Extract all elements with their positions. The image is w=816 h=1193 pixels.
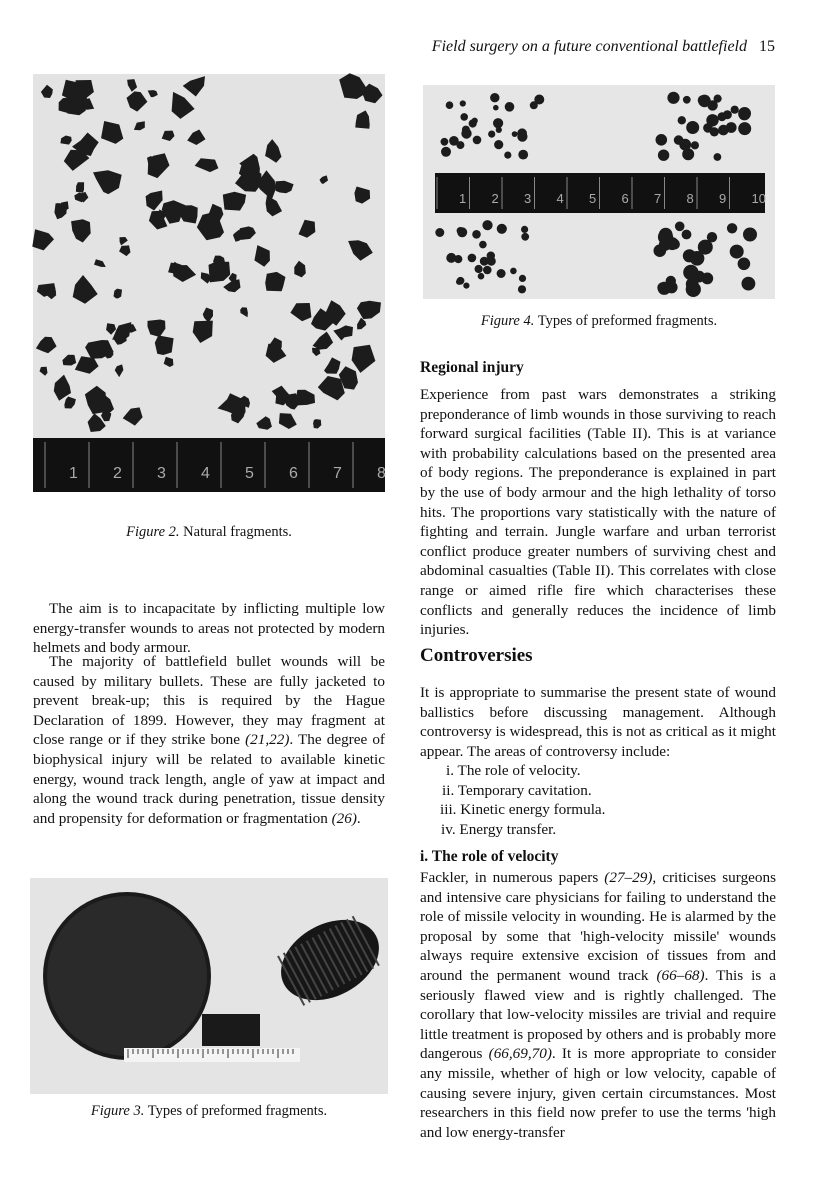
list-item: i. The role of velocity. [446,762,581,779]
citation-27-29: (27–29) [604,869,653,886]
fragment [494,140,503,149]
fragment [706,114,718,126]
velocity-text-b: , criticises surgeons and intensive care physicians for failing to understand the role of missile velocity in wounding. He is alarmed by the proposal by some that 'high-velocity missile' wounds always require extensive excision of tissues from and around the permanent wound track [420,869,776,984]
fragment [517,132,527,142]
paragraph-role-of-velocity [420,868,776,1142]
velocity-text-c: . This is a seriously flawed view and is rightly challenged. The corollary that low-velocity missiles are trivial and require little treatment is proposed by others and is probably more dangerous [420,966,776,1063]
fragment [686,121,699,134]
citation-66-69-70: (66,69,70) [488,1045,552,1063]
figure-3-label: Figure 3. [90,1103,145,1119]
fragment [743,228,757,242]
fragment [460,113,468,121]
fragment [667,92,679,104]
fragment [742,277,756,291]
fragment [678,116,686,124]
ruler-number: 3 [157,465,166,482]
heading-role-of-velocity: i. The role of velocity [420,848,559,865]
running-title: Field surgery on a future conventional battlefield [431,38,747,55]
citation-66-68: (66–68) [656,966,705,984]
fragment [435,228,444,237]
fragment [475,265,483,273]
fragment [483,266,492,275]
fragment [449,136,459,146]
controversy-list [440,761,770,839]
ruler-number: 2 [491,191,499,206]
figure-4-image [423,85,775,299]
ruler-number: 6 [289,465,298,482]
fragment [530,101,538,109]
list-item: ii. Temporary cavitation. [442,781,592,799]
fragment [441,147,451,157]
fragment [460,100,466,106]
fragment [457,277,465,285]
running-header [420,38,775,56]
fragment [512,131,518,137]
heading-regional-injury: Regional injury [420,359,524,376]
fragment [674,135,684,145]
heading-controversies: Controversies [420,645,533,666]
fragment [658,229,673,244]
fragment [497,269,506,278]
ruler-number: 1 [459,191,467,206]
ruler-number: 3 [524,191,532,206]
ruler-number: 7 [333,465,342,482]
fragment [675,222,685,232]
ruler-number: 4 [201,465,210,482]
fragment [686,278,699,291]
ruler-number: 7 [654,191,662,206]
fragment [682,230,692,240]
fragment [658,150,669,161]
fragment [738,122,751,135]
ruler-number: 9 [719,191,727,206]
ruler-number: 4 [556,191,564,206]
fragment [683,96,691,104]
fragment [468,254,477,263]
fragment [469,119,477,127]
ruler-number: 2 [113,465,122,482]
paragraph-military-bullets-a: The majority of battlefield bullet wounds will be caused by military bullets. These are fully jacketed to prevent break-up; this is required by the Hague Declaration of 1899. However, they may fragment at close range or if they strike bone [33,653,385,749]
ruler-number: 6 [621,191,629,206]
fragment [682,148,694,160]
figure-2-caption [33,524,385,541]
paragraph-aim: The aim is to incapacitate by inflicting multiple low energy-transfer wounds to areas not protected by modern helmets and body armour. [33,600,385,657]
citation-26: (26) [331,809,357,827]
figure-4-label: Figure 4. [480,313,535,329]
fragment [462,126,470,134]
fragment [707,100,717,110]
fragment [472,230,481,239]
figure-3-image [30,878,388,1094]
fragment [488,131,495,138]
fragment [486,223,492,229]
paragraph-military-bullets [33,652,385,828]
paragraph-controversies: It is appropriate to summarise the present state of wound ballistics before discussing management. Although controversy is widespread, this is not as critical as it might appear. The areas of controversy include: [420,684,776,760]
fragment [730,245,744,259]
ruler-number: 5 [245,465,254,482]
figure-4-caption-text: Types of preformed fragments. [537,313,718,329]
ruler-number: 10 [751,191,766,206]
ruler-number: 5 [589,191,597,206]
fragment [480,257,489,266]
figure-2-caption-text: Natural fragments. [183,524,292,540]
fragment [714,153,722,161]
list-item: iii. Kinetic energy formula. [440,801,606,819]
figure-3-caption-text: Types of preformed fragments. [147,1103,328,1119]
fragment [519,275,526,282]
fragment [463,283,469,289]
fragment [478,273,485,280]
fragment [454,255,462,263]
fragment [504,152,511,159]
fragment [441,138,449,146]
fragment [521,233,529,241]
fragment [738,258,751,271]
paragraph-military-bullets-b: . The degree of biophysical injury will be related to available kinetic energy, wound track length, angle of yaw at impact and along the wound track during penetration, tissue density and propensity for deformation or fragmentation [33,731,385,827]
fragment [666,276,676,286]
velocity-text-d: . It is more appropriate to consider any missile, whether of high or low velocity, capable of causing severe injury, given certain circumstances. Most researchers in this field now prefer to use the terms 'high and low energy-transfer [420,1045,777,1141]
citation-21-22: (21,22) [245,731,290,749]
paragraph-military-bullets-c: . [356,809,361,827]
fragment [490,93,499,102]
fragment [718,125,729,136]
fragment [656,134,668,146]
page-number: 15 [759,38,775,55]
fragment [497,224,507,234]
fragment [691,141,699,149]
velocity-text-a: Fackler, in numerous papers [420,869,605,886]
figure-3-caption [30,1103,388,1120]
fragment [505,102,515,112]
ruler-number: 1 [69,465,78,482]
fragment [446,101,454,109]
fragment [473,136,482,145]
fragment [727,223,737,233]
fragment [510,268,517,275]
fragment [496,127,502,133]
ruler-number: 8 [377,465,386,482]
fragment [457,227,464,234]
fragment [731,106,739,114]
fragment [155,335,174,355]
fragment [518,285,526,293]
fragment [493,105,499,111]
fragment [493,118,503,128]
fragment [521,226,528,233]
fragment [518,150,528,160]
figure-2-label: Figure 2. [126,524,180,540]
figure-4-caption [423,313,775,330]
paragraph-regional-injury: Experience from past wars demonstrates a striking preponderance of limb wounds in those surviving to reach forward surgical facilities (Table II). This is at variance with probability calculations based on the presented area of body regions. The preponderance is explained in part by the use of body armour and the high lethality of torso hits. The proportions vary statistically with the nature of fighting and terrain. Jungle warfare and urban terrorist conflict produce greater numbers of surviving chest and abdominal casualties (Table II). This correlates with close range or aimed rifle fire which characterises these conflicts and generally reduces the incidence of limb injuries. [420,386,776,639]
fragment [723,110,732,119]
figure-2-image [33,74,385,492]
fragment [698,240,713,255]
fragment [479,241,487,249]
ruler-number: 8 [686,191,694,206]
fragment [738,108,750,120]
list-item: iv. Energy transfer. [441,820,557,838]
